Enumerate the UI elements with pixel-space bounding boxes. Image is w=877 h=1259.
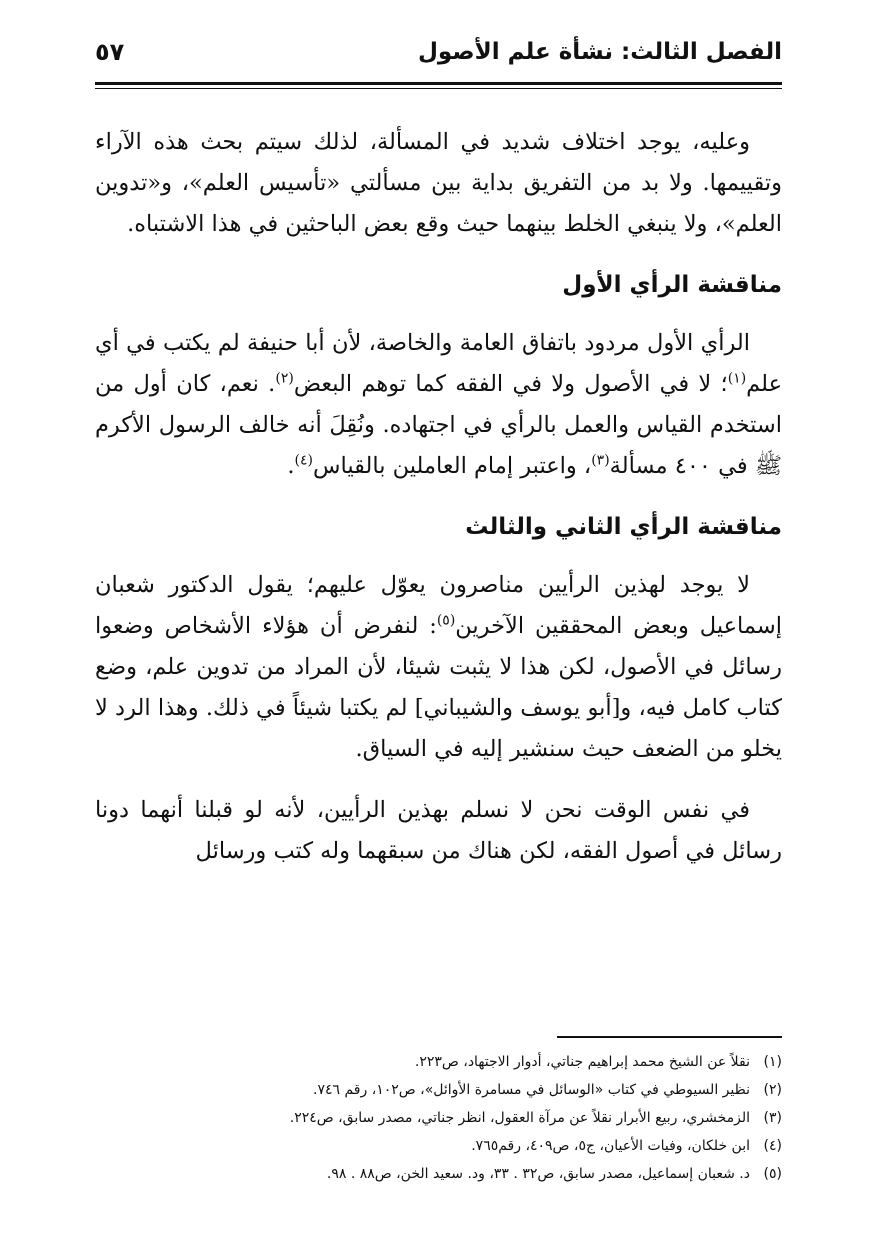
- footnote-number: (٣): [763, 1110, 782, 1126]
- paragraph-closing-text: في نفس الوقت نحن لا نسلم بهذين الرأيين، لأنه لو قبلنا أنهما دونا رسائل في أصول الفقه، لكن هناك من سبقهما وله كتب ورسائل: [95, 797, 782, 864]
- footnote-text: نقلاً عن الشيخ محمد إبراهيم جناتي، أدوار الاجتهاد، ص٢٢٣.: [414, 1054, 750, 1070]
- footnote-item: [95, 1076, 782, 1104]
- paragraph-intro-text: وعليه، يوجد اختلاف شديد في المسألة، لذلك سيتم بحث هذه الآراء وتقييمها. ولا بد من التفريق بداية بين مسألتي «تأسيس العلم»، و«تدوين العلم»، ولا ينبغي الخلط بينهما حيث وقع بعض الباحثين في هذا الاشتباه.: [95, 129, 782, 237]
- footnote-separator: [557, 1036, 782, 1038]
- text-run: . نعم، كان أول من استخدم القياس والعمل بالرأي في اجتهاده. ونُقِلَ أنه خالف الرسول الأكرم ﷺ في ٤٠٠ مسألة: [95, 371, 782, 479]
- footnote-ref-5[interactable]: (٥): [436, 612, 456, 629]
- paragraph-first-opinion: [95, 323, 782, 487]
- footnote-text: الزمخشري، ربيع الأبرار نقلاً عن مرآة العقول، انظر جناتي، مصدر سابق، ص٢٢٤.: [289, 1110, 750, 1126]
- footnote-item: [95, 1160, 782, 1188]
- footnote-ref-2[interactable]: (٢): [275, 370, 294, 387]
- footnote-item: [95, 1132, 782, 1160]
- text-run: : لنفرض أن هؤلاء الأشخاص وضعوا رسائل في الأصول، لكن هذا لا يثبت شيئا، لأن المراد من تدوين علم، وضع كتاب كامل فيه، و[أبو يوسف والشيباني] لم يكتبا شيئاً في ذلك. وهذا الرد لا يخلو من الضعف حيث سنشير إليه في السياق.: [95, 613, 782, 762]
- footnote-number: (٤): [763, 1138, 782, 1154]
- page-number: ٥٧: [95, 38, 125, 66]
- header-rule-thick: [95, 82, 782, 85]
- section-heading-first-opinion: مناقشة الرأي الأول: [562, 272, 782, 298]
- footnote-text: ابن خلكان، وفيات الأعيان، ج٥، ص٤٠٩، رقم٧٦٥.: [471, 1138, 750, 1154]
- main-text: [95, 122, 782, 892]
- running-header: [95, 30, 782, 74]
- footnote-ref-1[interactable]: (١): [727, 370, 747, 387]
- footnote-text: د. شعبان إسماعيل، مصدر سابق، ص٣٢ . ٣٣، ود. سعيد الخن، ص٨٨ . ٩٨.: [326, 1166, 750, 1182]
- footnote-text: نظير السيوطي في كتاب «الوسائل في مسامرة الأوائل»، ص١٠٢، رقم ٧٤٦.: [313, 1082, 750, 1098]
- text-run: .: [287, 453, 295, 479]
- footnote-number: (٢): [763, 1082, 782, 1098]
- footnote-item: [95, 1104, 782, 1132]
- header-rule-thin: [95, 88, 782, 89]
- text-run: الرأي الأول مردود باتفاق العامة والخاصة، لأن أبا حنيفة لم يكتب في أي علم: [95, 330, 783, 397]
- text-run: لا يوجد لهذين الرأيين مناصرون يعوّل عليهم؛ يقول الدكتور شعبان إسماعيل وبعض المحققين الآخرين: [95, 572, 782, 639]
- footnotes: [95, 1048, 782, 1188]
- paragraph-intro: [95, 122, 782, 245]
- footnote-item: [95, 1048, 782, 1076]
- section-heading-second-third-opinion: مناقشة الرأي الثاني والثالث: [465, 514, 782, 540]
- footnote-number: (١): [763, 1054, 782, 1070]
- text-run: ؛ لا في الأصول ولا في الفقه كما توهم البعض: [293, 371, 728, 397]
- paragraph-closing: [95, 790, 782, 872]
- text-run: ، واعتبر إمام العاملين بالقياس: [313, 453, 592, 479]
- footnote-ref-3[interactable]: (٣): [591, 452, 610, 469]
- chapter-title: الفصل الثالث: نشأة علم الأصول: [417, 39, 782, 65]
- footnote-ref-4[interactable]: (٤): [294, 452, 313, 469]
- footnote-number: (٥): [763, 1166, 782, 1182]
- paragraph-second-third-opinion: [95, 565, 782, 770]
